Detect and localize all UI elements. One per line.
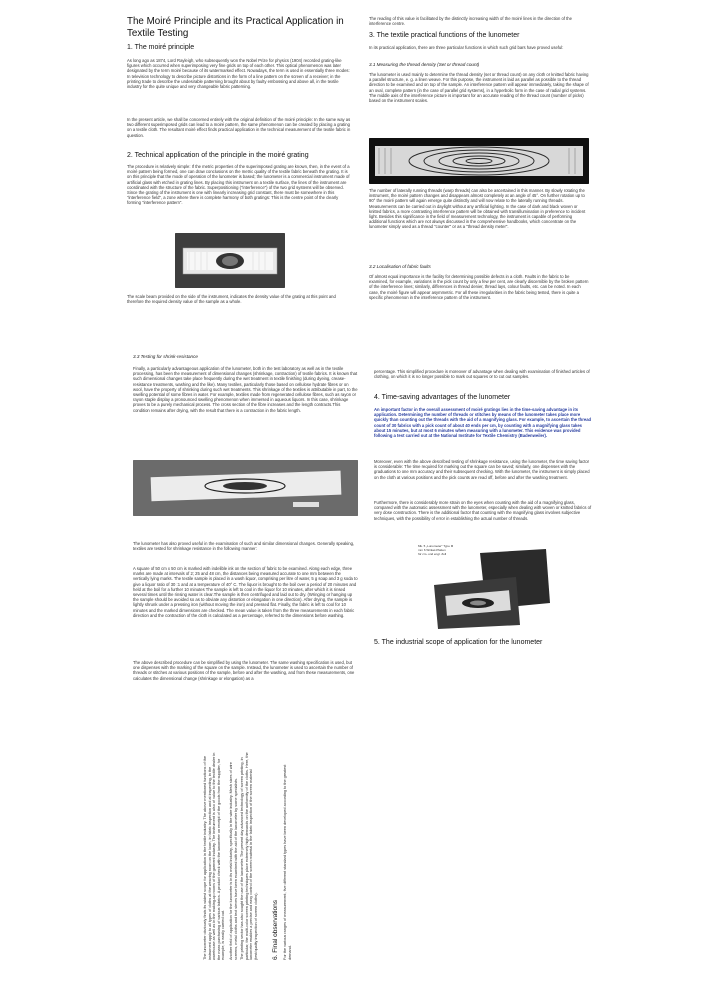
lunometer-fabric-image [133, 460, 358, 516]
moire-pattern-photo [369, 138, 589, 184]
photo-caption: Mk. 5 „Lunometer" Type M mm 6 Winkel-Platten für cm- und engl. Zoll [418, 544, 454, 556]
section-6-paragraph: For the various ranges of measurement, five different standard types have been developed according to the greatest demand. [283, 764, 292, 960]
percentage-paragraph: percentage. This simplified procedure is moreover of advantage when dealing with examination of finished articles of clothing, on which it is no longer possible to mark out squares or to cut out samples. [374, 369, 590, 380]
section-3-2-heading: 3.2 Localisation of fabric faults [369, 264, 431, 269]
rotated-column-2 [240, 750, 258, 960]
rotated-column-1 [203, 750, 238, 960]
section-3-2-paragraph: Of almost equal importance is the facility for determining possible defects in a cloth. Faults in the fabric to be examined, for example, variations in the pick count by only a few per cent, are clearly discernible by the broken pattern of the interference lines; similarly, differences in thread denier, thread lays, colour faults, etc. can be noted. In each case, the moiré figure will appear asymmetric. For all these irregularities in the fabric being tested, there is quite a specific phenomenon in the interference pattern of the instrument. [369, 274, 589, 300]
lunometer-image [175, 233, 285, 288]
page-title: The Moiré Principle and its Practical Application in Textile Testing [127, 16, 344, 39]
section-2-heading: 2. Technical application of the principle in the moiré grating [127, 152, 309, 159]
section-3-3-paragraph: Finally, a particularly advantageous application of the lunometer, both in the test laboratory as well as in the textile processing, has been the measurement of dimensional changes (shrinkage, contraction) of textile fabrics. It is known that such dimensional changes take place frequently during the wet treatment in textile finishing (during dyeing, crease-resistance treatments, washing and the like). Many textiles, particularly those based on cellulose hydrate fibres or on wool, have the property of shrinking during such wet treatments. This shrinkage of the textiles is attributable in part, to the swelling potential of some fibres in water. For example, textiles made from regenerated cellulose fibres, such as rayon or rayon staple display a pronounced swelling phenomenon when immersed in aqueous liquors. In this case, shrinkage proves to be a purely mechanical process. The cross section of the fibre increases and the length contracts.This condition remains after drying, with the result that there is a contraction in the fabric length. [133, 366, 358, 413]
section-5-paragraph-3: The printing sector has also sought the use of the lunometer. The present day advanced technology of screen printing, in particular, the multi-color screen printing techniques place extremely high demands on the uniformity of the cloths. Here, the lunometer enables a precise and easy control of the screen material in the fabric inspection of the screen material (test/quality inspection of screen cloths). [240, 752, 258, 960]
section-4-paragraph-2: Furthermore, there is considerably more strain on the eyes when counting with the aid of a magnifying glass, compared with the automatic assessment with the lunometer, especially when dealing with woven or knitted fabrics of very dose construction. There is the additional factor that counting with the magnifying glass involves subjective techniques, with the possibility of error in establishing the actual number of threads. [374, 500, 592, 521]
section-2-paragraph-2: The scale beam provided on the side of the instrument, indicates the density value of the grating at this point and therefore the required density value of the sample as a whole. [127, 294, 336, 305]
section-2-paragraph: The procedure is relatively simple: If the metric properties of the superimposed grating are known, then, in the event of a moiré pattern being formed, one can draw conclusions on the metric quality of the textile fabric beneath the grating. It is on this principle that the mode of operation of the lunometer is based; the lunometer is a commercial instrument made of artificial glass with etched in grating lines. By placing this instrument on a textile surface, the lines of the instrument are coordinated with the structure of the fabric. Superpositioning ("interference") of the two grid systems will be observed. Since the grating of the instrument is one with linearly increasing grid constant, there must be somewhere in this "interference field", a zone where there is complete harmony of both gratings: This is the centre point of the clearly forming "interference pattern". [127, 164, 350, 206]
section-5-heading: 5. The industrial scope of application for the lunometer [374, 639, 543, 646]
section-1-paragraph: As long ago as 1874, Lord Rayleigh, who subsequently won the Nobel Prize for physics (1904) recorded grating-like figures which occurred when superimposing very fine grids on top of each other. This optical phenomenon was later designated by the term moiré because of its watermarked effect. Nowadays, the term is used in essentially three modes: In television technology to describe picture distortions in the form of a line pattern on the screen of a receiver; in the printing trade to describe the undesirable patterning brought about by faulty embossing and above all, in the textile industry for the quite unique and very changeable fabric patterning. [127, 58, 350, 90]
section-3-3-heading: 3.3 Testing for shrink-resistance [133, 354, 198, 359]
section-1-paragraph-2: In the present article, we shall be concerned entirely with the original definition of the moiré principle: In the same way as two different superimposed grids can lead to a moiré pattern, the same phenomenon can be created by placing a grating on a textile cloth. The resultant moiré effect finds practical application in the technical measurement of the textile fabric in question. [127, 117, 351, 138]
lunometer-photo [175, 233, 285, 288]
section-1-heading: 1. The moiré principle [127, 44, 195, 51]
section-5-paragraph: The lunometer obviously finds its widest scope for application in the textile industry. The above mentioned functions of the instrument apply to all types of cloths at the weaving room on the loom, in fabric inspection and at inspecting, in the warehouse as well as in the making-up rooms of the garment industry. The instrument is also of value to the textile dealer in the mass purchasing of various fabrics. A product check with the lunometer on receipt of the goods from the supplier, for example, is easily carried out. [203, 752, 226, 960]
section-3-paragraph: In its practical application, there are three particular functions in which such grid bars have proved useful: [369, 45, 564, 50]
section-3-heading: 3. The textile practical functions of the lunometer [369, 32, 520, 39]
lunometer-on-fabric-photo [133, 460, 358, 516]
section-3-3-paragraph-4: The above described procedure can be simplified by using the lunometer. The same washing specification is used, but one dispenses with the marking of the square on the sample. Instead, the lunometer is used to ascertain the number of threads or stitches at various positions of the sample, before and after the washing, and from these measurements, one calculates the dimensional change (shrinkage or elongation) as a [133, 660, 355, 681]
rotated-column-3 [272, 750, 292, 960]
section-3-3-paragraph-2: The lunometer has also proved useful in the examination of such and similar dimensional changes. Generally speaking, textiles are tested for shrinkage resistance in the following manner: [133, 541, 355, 552]
moire-pattern-image [369, 138, 589, 184]
reading-paragraph: The reading of this value is facilitated by the distinctly increasing width of the moiré lines in the direction of the interference centre. [369, 16, 572, 27]
section-4-heading: 4. Time-saving advantages of the lunometer [374, 394, 511, 401]
section-4-paragraph: Moreover, even with the above described testing of shrinkage resistance, using the lunometer, the time saving factor is considerable: The time required for marking out the square can be saved; similarly, one dispenses with the graduations to one mm accuracy and their subsequent checking. With the lunometer, the instrument is simply placed on the cloth at various positions and the pick counts are read off, before and after the washing treatment. [374, 459, 590, 480]
section-5-paragraph-2: Another field of application for the lunometer is in its metal industry, specifically in the wire industry. Mesh sizes of wire screens, metal cloths and text sieves have been examined with the aid of the lunometer by some specialists. [228, 762, 238, 960]
section-3-3-paragraph-3: A square of 50 cm x 50 cm is marked with indelible ink on the section of fabric to be examined. Along each edge, three marks are made at intervals of 2; 25 and 48 cm, the distances being measured accurate to one mm between the vertically lying marks. The textile sample is placed in a wash liquor, comprising per litre of water, 5 g soap and 3 g soda to give a liquor ratio of 30 :1 and at a temperature of 40° C. The liquor is brought to the boil over a period of 20 minutes and held at the boil for a further 10 minutes The sample is left to cool in the liquor for 10 minutes, after which it is rinsed several times until the rinsing water is clear.The sample is then centrifuged and laid out to dry. (Wringing or hanging up the sample should be avoided so as to obviate any distortion or elongation in one direction). After drying, the sample is lightly shrunk under a pressing iron (without moving the iron) and pressed flat. Finally, the fabric is left to cool for 10 minutes and the marked dimensions are checked. The mean value is taken from the three measurements in each fabric direction and the contraction of the cloth is calculated as a percentage, referred to the dimensions before washing. [133, 566, 358, 618]
section-3-1-paragraph: The lunometer is used mainly to determine the thread density (set or thread count) on any cloth or knitted fabric having a parallel structure, e. g. a linen weave. For this purpose, the instrument is laid as parallel as possible to the thread direction to be examined and on top of the sample. An interference pattern will appear immediately, taking the shape of an oval, complete pattern (in the case of parallel grid systems), in a hyperbolic form in the case of radial grid systems. The middle axis of the interference picture is important for an accurate reading of the thread count (number of picks) based on the instrument scales. [369, 72, 589, 104]
section-3-1-heading: 3.1 Measuring the thread density (Set or thread count) [369, 62, 480, 67]
section-4-highlight-paragraph: An important factor in the overall assessment of moiré gratings lies in the time-saving advantage in its application. Determining the number of threads or stitches by means of the lunometer takes place more quickly than counting out the threads with the aid of a magnifying glass. For example, to ascertain the thread count of 30 fabrics with a pick count of about 40 ends per cm, by counting with a magnifying glass takes about 15 minutes, but at most 6 minutes when measuring with a lunometer. This evidence was provided following a test carried out at the National Institute for Textile Chemistry (Badenweiler). [374, 407, 592, 439]
section-6-heading: 6. Final observations [272, 900, 279, 960]
lunometer-types-photo [416, 543, 556, 630]
section-3-1-paragraph-2: The number of laterally running threads (warp threads) can also be ascertained in this manner. By slowly rotating the instrument, the moiré pattern changes and disappears almost completely at an angle of 45°. On further rotation up to 90° the moiré pattern will again emerge quite distinctly and will now relate to the laterally running threads. Measurements can be carried out in daylight without any artificial lighting. In the case of dark and black woven or knitted fabrics, a more contrasting interference pattern will be obtained with transillumination in preference to incident light. Besides this significance in the field of measurement technology, the instrument is capable of performing additional functions which are not always discussed in the comprehensive handbooks, which concentrate on the lunometer simply used as a thread "counter" or as a "thread density meter". [369, 188, 586, 230]
